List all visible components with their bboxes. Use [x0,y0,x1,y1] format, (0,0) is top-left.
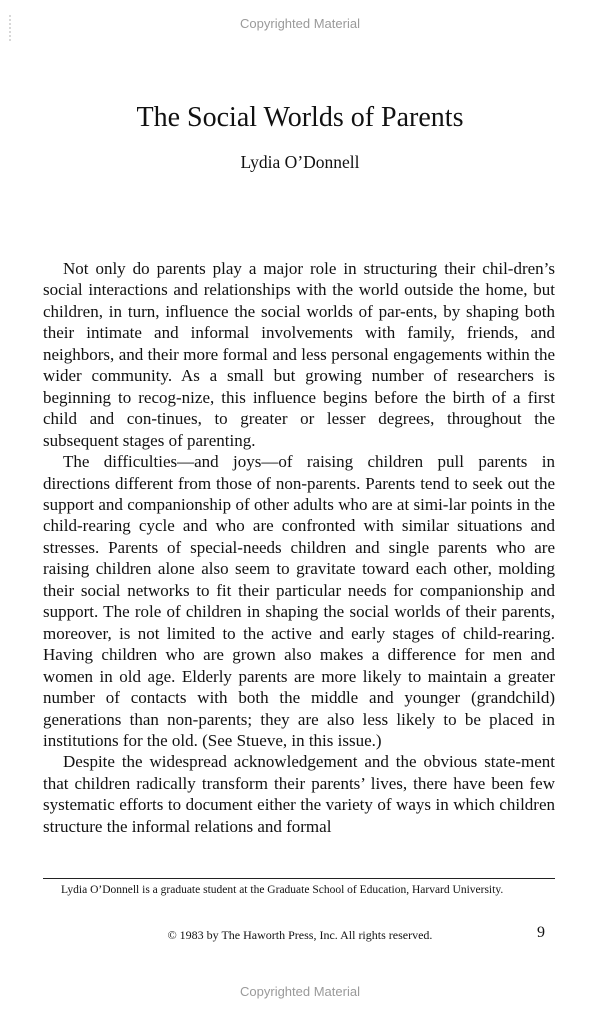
paragraph-2: The difficulties—and joys—of raising children pull parents in directions different from those of non-parents. Parents tend to seek out the support and companionship of other adults who are at simi-lar points in the child-rearing cycle and who are confronted with similar situations and stresses. Parents of special-needs children and single parents who are raising children alone also seem to gravitate toward each other, molding their social networks to fit their particular needs for companionship and support. The role of children in shaping the social worlds of their parents, moreover, is not limited to the active and early stages of child-rearing. Having children who are grown also makes a difference for men and women in old age. Elderly parents are more likely to maintain a greater number of contacts with both the middle and younger (grandchild) generations than non-parents; they are also less likely to be placed in institutions for the old. (See Stueve, in this issue.) [43,452,555,750]
watermark-bottom: Copyrighted Material [240,984,360,999]
article-author: Lydia O’Donnell [240,152,360,172]
article-body [43,258,555,837]
author-footnote: Lydia O’Donnell is a graduate student at the Graduate School of Education, Harvard University. [61,884,504,896]
page-number: 9 [537,924,545,941]
article-title: The Social Worlds of Parents [136,102,464,133]
watermark-top: Copyrighted Material [240,16,360,31]
paragraph-3: Despite the widespread acknowledgement and the obvious state-ment that children radically transform their parents’ lives, there have been few systematic efforts to document either the variety of ways in which children structure the informal relations and formal [43,752,555,836]
copyright-line: © 1983 by The Haworth Press, Inc. All rights reserved. [167,928,433,942]
footnote-rule [43,878,555,879]
paragraph-1: Not only do parents play a major role in structuring their chil-dren’s social interactions and relationships with the world outside the home, but children, in turn, influence the social worlds of par-ents, by shaping both their intimate and informal involvements with family, friends, and neighbors, and their more formal and less personal engagements within the wider community. As a small but growing number of researchers is beginning to recog-nize, this influence begins before the birth of a first child and con-tinues, to greater or lesser degrees, throughout the subsequent stages of parenting. [43,259,555,450]
